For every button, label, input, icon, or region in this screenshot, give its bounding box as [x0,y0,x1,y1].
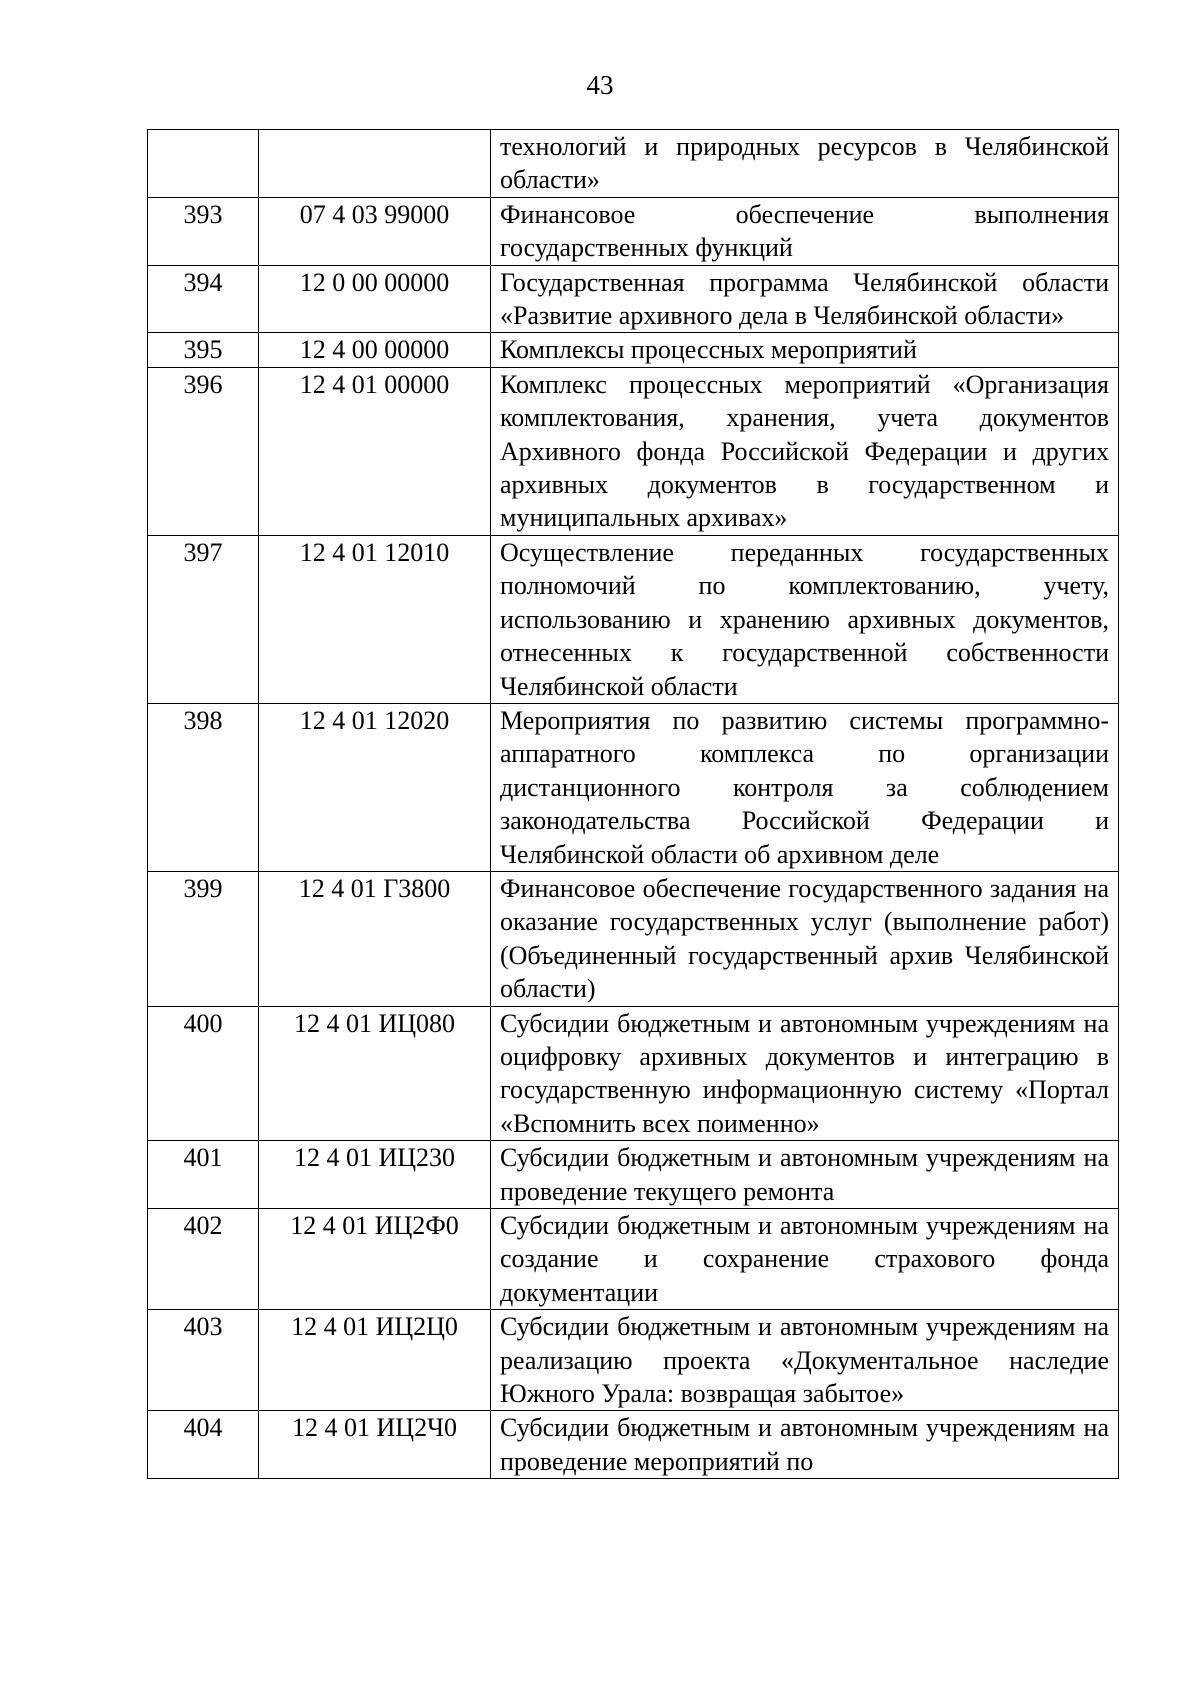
row-number: 393 [148,197,259,265]
row-number [148,130,259,198]
row-number: 394 [148,265,259,333]
table-row [148,703,1119,871]
budget-code: 12 4 01 ИЦ080 [259,1006,491,1141]
row-number: 401 [148,1141,259,1209]
budget-code: 12 0 00 00000 [259,265,491,333]
row-description: Мероприятия по развитию системы программно-аппаратного комплекса по организации дистанционного контроля за соблюдением законодательства Российской Федерации и Челябинской области об архивном деле [491,703,1119,871]
row-number: 399 [148,871,259,1006]
budget-code: 12 4 01 12010 [259,535,491,703]
table-row [148,1006,1119,1141]
row-description: Субсидии бюджетным и автономным учреждениям на проведение текущего ремонта [491,1141,1119,1209]
budget-code: 12 4 01 ИЦ2Ц0 [259,1310,491,1411]
row-number: 400 [148,1006,259,1141]
row-number: 398 [148,703,259,871]
table-row [148,333,1119,367]
budget-code: 12 4 01 00000 [259,367,491,535]
table-row [148,130,1119,198]
table-row [148,1411,1119,1479]
row-description: Субсидии бюджетным и автономным учреждениям на проведение мероприятий по [491,1411,1119,1479]
table-row [148,535,1119,703]
table-row [148,367,1119,535]
row-description: Субсидии бюджетным и автономным учреждениям на реализацию проекта «Документальное наследие Южного Урала: возвращая забытое» [491,1310,1119,1411]
budget-code [259,130,491,198]
row-number: 397 [148,535,259,703]
row-description: технологий и природных ресурсов в Челябинской области» [491,130,1119,198]
budget-code: 07 4 03 99000 [259,197,491,265]
table-row [148,871,1119,1006]
row-description: Государственная программа Челябинской области «Развитие архивного дела в Челябинской области» [491,265,1119,333]
row-description: Финансовое обеспечение выполнения государственных функций [491,197,1119,265]
row-number: 395 [148,333,259,367]
table-row [148,1310,1119,1411]
budget-code-table [147,129,1119,1479]
row-number: 403 [148,1310,259,1411]
table-row [148,265,1119,333]
row-description: Финансовое обеспечение государственного задания на оказание государственных услуг (выполнение работ) (Объединенный государственный архив Челябинской области) [491,871,1119,1006]
row-description: Субсидии бюджетным и автономным учреждениям на оцифровку архивных документов и интеграцию в государственную информационную систему «Портал «Вспомнить всех поименно» [491,1006,1119,1141]
row-description: Комплекс процессных мероприятий «Организация комплектования, хранения, учета документов Архивного фонда Российской Федерации и других архивных документов в государственном и муниципальных архивах» [491,367,1119,535]
budget-code: 12 4 00 00000 [259,333,491,367]
budget-code: 12 4 01 ИЦ230 [259,1141,491,1209]
page-number: 43 [586,70,614,100]
row-number: 402 [148,1209,259,1310]
table-row [148,197,1119,265]
table-row [148,1141,1119,1209]
row-description: Субсидии бюджетным и автономным учреждениям на создание и сохранение страхового фонда документации [491,1209,1119,1310]
row-number: 396 [148,367,259,535]
budget-code: 12 4 01 Г3800 [259,871,491,1006]
row-number: 404 [148,1411,259,1479]
budget-code: 12 4 01 ИЦ2Ф0 [259,1209,491,1310]
row-description: Осуществление переданных государственных полномочий по комплектованию, учету, использованию и хранению архивных документов, отнесенных к государственной собственности Челябинской области [491,535,1119,703]
budget-code: 12 4 01 ИЦ2Ч0 [259,1411,491,1479]
table-row [148,1209,1119,1310]
budget-code: 12 4 01 12020 [259,703,491,871]
row-description: Комплексы процессных мероприятий [491,333,1119,367]
